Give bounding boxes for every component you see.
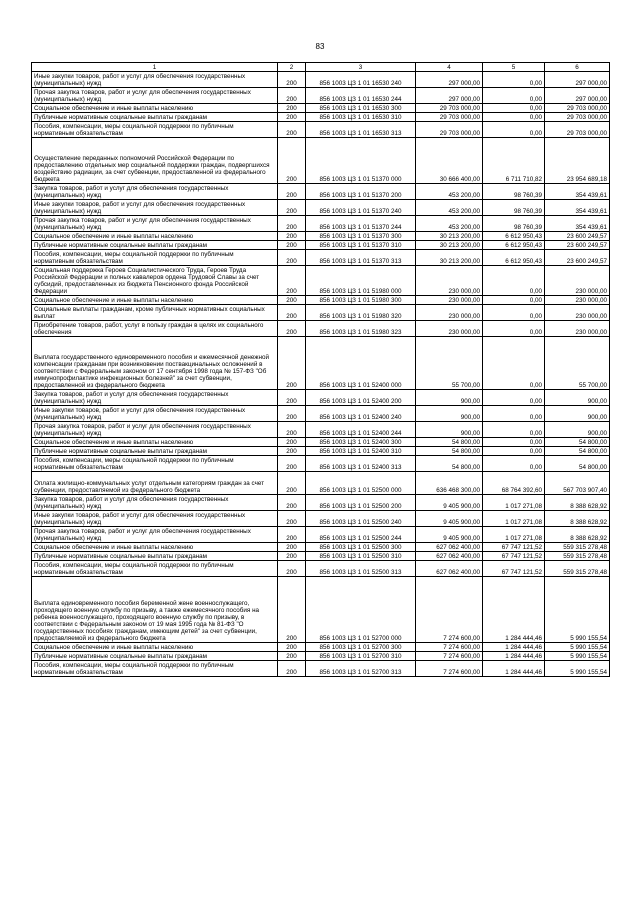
row-plan: 230 000,00 xyxy=(416,305,483,321)
row-executed: 6 612 950,43 xyxy=(483,241,545,250)
row-code: 856 1003 ЦЗ 1 01 51370 313 xyxy=(306,250,416,266)
row-executed: 0,00 xyxy=(483,390,545,406)
row-executed: 0,00 xyxy=(483,305,545,321)
row-code: 856 1003 ЦЗ 1 01 51370 244 xyxy=(306,216,416,232)
row-col2: 200 xyxy=(278,390,306,406)
row-code: 856 1003 ЦЗ 1 01 52400 310 xyxy=(306,447,416,456)
row-code: 856 1003 ЦЗ 1 01 52700 313 xyxy=(306,661,416,677)
row-plan: 636 468 300,00 xyxy=(416,472,483,495)
row-remaining: 5 990 155,54 xyxy=(545,577,610,643)
row-plan: 7 274 600,00 xyxy=(416,652,483,661)
row-remaining: 8 388 628,92 xyxy=(545,511,610,527)
row-code: 856 1003 ЦЗ 1 01 52500 313 xyxy=(306,561,416,577)
row-code: 856 1003 ЦЗ 1 01 52400 300 xyxy=(306,438,416,447)
row-name: Социальное обеспечение и иные выплаты населению xyxy=(32,232,278,241)
row-col2: 200 xyxy=(278,527,306,543)
header-col-3: 3 xyxy=(306,63,416,72)
row-code: 856 1003 ЦЗ 1 01 51980 300 xyxy=(306,296,416,305)
row-executed: 67 747 121,52 xyxy=(483,552,545,561)
table-row xyxy=(32,552,610,561)
table-row xyxy=(32,122,610,138)
row-executed: 1 284 444,46 xyxy=(483,652,545,661)
row-name: Социальные выплаты гражданам, кроме публичных нормативных социальных выплат xyxy=(32,305,278,321)
row-remaining: 55 700,00 xyxy=(545,337,610,390)
row-remaining: 230 000,00 xyxy=(545,296,610,305)
row-remaining: 5 990 155,54 xyxy=(545,652,610,661)
row-code: 856 1003 ЦЗ 1 01 52700 000 xyxy=(306,577,416,643)
table-row xyxy=(32,296,610,305)
row-remaining: 54 800,00 xyxy=(545,456,610,472)
row-name: Выплата государственного единовременного пособия и ежемесячной денежной компенсации гражданам при возникновении поствакцинальных осложнений в соответствии с Федеральным законом от 17 сентября 1998 года № 157-ФЗ "Об иммунопрофилактике инфекционных болезней" за счет субвенции, предоставленной из федерального бюджета xyxy=(32,337,278,390)
row-plan: 30 666 400,00 xyxy=(416,138,483,184)
row-remaining: 354 439,61 xyxy=(545,216,610,232)
row-name: Иные закупки товаров, работ и услуг для обеспечения государственных (муниципальных) нужд xyxy=(32,511,278,527)
row-executed: 0,00 xyxy=(483,422,545,438)
row-name: Осуществление переданных полномочий Российской Федерации по предоставлению отдельных мер социальной поддержки граждан, подвергшихся воздействию радиации, за счет субвенции, предоставленной из федерального бюджета xyxy=(32,138,278,184)
row-name: Пособия, компенсации, меры социальной поддержки по публичным нормативным обязательствам xyxy=(32,661,278,677)
row-code: 856 1003 ЦЗ 1 01 52500 000 xyxy=(306,472,416,495)
row-plan: 30 213 200,00 xyxy=(416,250,483,266)
row-remaining: 900,00 xyxy=(545,406,610,422)
row-name: Закупка товаров, работ и услуг для обеспечения государственных (муниципальных) нужд xyxy=(32,184,278,200)
row-executed: 67 747 121,52 xyxy=(483,543,545,552)
row-col2: 200 xyxy=(278,216,306,232)
row-plan: 627 062 400,00 xyxy=(416,552,483,561)
row-code: 856 1003 ЦЗ 1 01 52400 200 xyxy=(306,390,416,406)
row-plan: 30 213 200,00 xyxy=(416,232,483,241)
row-name: Закупка товаров, работ и услуг для обеспечения государственных (муниципальных) нужд xyxy=(32,495,278,511)
row-plan: 453 200,00 xyxy=(416,216,483,232)
row-code: 856 1003 ЦЗ 1 01 51370 240 xyxy=(306,200,416,216)
row-plan: 9 405 900,00 xyxy=(416,527,483,543)
table-row xyxy=(32,495,610,511)
row-name: Публичные нормативные социальные выплаты гражданам xyxy=(32,652,278,661)
row-col2: 200 xyxy=(278,337,306,390)
row-executed: 1 284 444,46 xyxy=(483,661,545,677)
table-row xyxy=(32,652,610,661)
row-plan: 7 274 600,00 xyxy=(416,643,483,652)
row-col2: 200 xyxy=(278,456,306,472)
row-executed: 6 612 950,43 xyxy=(483,250,545,266)
row-code: 856 1003 ЦЗ 1 01 52500 244 xyxy=(306,527,416,543)
row-code: 856 1003 ЦЗ 1 01 51370 000 xyxy=(306,138,416,184)
row-name: Иные закупки товаров, работ и услуг для обеспечения государственных (муниципальных) нужд xyxy=(32,406,278,422)
row-col2: 200 xyxy=(278,577,306,643)
row-name: Выплата единовременного пособия беременной жене военнослужащего, проходящего военную службу по призыву, а также ежемесячного пособия на ребенка военнослужащего, проходящего военную службу по призыву, в соответствии с Федеральным законом от 19 мая 1995 года № 81-ФЗ "О государственных пособиях гражданам, имеющим детей" за счет субвенции, предоставляемой из федерального бюджета xyxy=(32,577,278,643)
row-executed: 6 711 710,82 xyxy=(483,138,545,184)
row-plan: 627 062 400,00 xyxy=(416,561,483,577)
row-plan: 627 062 400,00 xyxy=(416,543,483,552)
table-row xyxy=(32,456,610,472)
row-col2: 200 xyxy=(278,184,306,200)
row-executed: 0,00 xyxy=(483,88,545,104)
row-name: Прочая закупка товаров, работ и услуг для обеспечения государственных (муниципальных) нужд xyxy=(32,527,278,543)
row-remaining: 23 600 249,57 xyxy=(545,232,610,241)
row-remaining: 354 439,61 xyxy=(545,184,610,200)
row-col2: 200 xyxy=(278,643,306,652)
row-remaining: 230 000,00 xyxy=(545,266,610,296)
row-col2: 200 xyxy=(278,138,306,184)
table-row xyxy=(32,511,610,527)
row-code: 856 1003 ЦЗ 1 01 51370 310 xyxy=(306,241,416,250)
row-code: 856 1003 ЦЗ 1 01 16530 300 xyxy=(306,104,416,113)
row-name: Социальное обеспечение и иные выплаты населению xyxy=(32,104,278,113)
header-col-6: 6 xyxy=(545,63,610,72)
header-col-2: 2 xyxy=(278,63,306,72)
row-col2: 200 xyxy=(278,438,306,447)
row-plan: 54 800,00 xyxy=(416,447,483,456)
row-plan: 453 200,00 xyxy=(416,184,483,200)
row-executed: 1 017 271,08 xyxy=(483,511,545,527)
row-remaining: 5 990 155,54 xyxy=(545,643,610,652)
table-row xyxy=(32,321,610,337)
table-row xyxy=(32,104,610,113)
row-plan: 230 000,00 xyxy=(416,321,483,337)
row-remaining: 5 990 155,54 xyxy=(545,661,610,677)
row-col2: 200 xyxy=(278,472,306,495)
row-remaining: 230 000,00 xyxy=(545,321,610,337)
table-row xyxy=(32,661,610,677)
row-executed: 0,00 xyxy=(483,337,545,390)
row-name: Прочая закупка товаров, работ и услуг для обеспечения государственных (муниципальных) нужд xyxy=(32,88,278,104)
table-row xyxy=(32,305,610,321)
row-code: 856 1003 ЦЗ 1 01 51370 200 xyxy=(306,184,416,200)
table-row xyxy=(32,88,610,104)
row-name: Пособия, компенсации, меры социальной поддержки по публичным нормативным обязательствам xyxy=(32,456,278,472)
row-name: Социальная поддержка Героев Социалистического Труда, Героев Труда Российской Федерации и полных кавалеров ордена Трудовой Славы за счет субсидий, предоставленных из бюджета Пенсионного фонда Российской Федерации xyxy=(32,266,278,296)
row-code: 856 1003 ЦЗ 1 01 16530 240 xyxy=(306,72,416,88)
row-col2: 200 xyxy=(278,113,306,122)
table-row xyxy=(32,184,610,200)
row-plan: 30 213 200,00 xyxy=(416,241,483,250)
row-plan: 29 703 000,00 xyxy=(416,122,483,138)
row-executed: 1 284 444,46 xyxy=(483,643,545,652)
row-remaining: 29 703 000,00 xyxy=(545,104,610,113)
row-remaining: 297 000,00 xyxy=(545,88,610,104)
row-col2: 200 xyxy=(278,104,306,113)
row-code: 856 1003 ЦЗ 1 01 51370 300 xyxy=(306,232,416,241)
row-plan: 54 800,00 xyxy=(416,456,483,472)
row-remaining: 8 388 628,92 xyxy=(545,495,610,511)
row-executed: 98 760,39 xyxy=(483,184,545,200)
row-name: Прочая закупка товаров, работ и услуг для обеспечения государственных (муниципальных) нужд xyxy=(32,216,278,232)
row-col2: 200 xyxy=(278,661,306,677)
row-name: Публичные нормативные социальные выплаты гражданам xyxy=(32,241,278,250)
page-number: 83 xyxy=(315,42,325,51)
row-executed: 0,00 xyxy=(483,266,545,296)
table-row xyxy=(32,250,610,266)
row-plan: 230 000,00 xyxy=(416,266,483,296)
row-remaining: 54 800,00 xyxy=(545,447,610,456)
row-code: 856 1003 ЦЗ 1 01 52500 240 xyxy=(306,511,416,527)
row-remaining: 559 315 278,48 xyxy=(545,543,610,552)
row-col2: 200 xyxy=(278,305,306,321)
row-executed: 67 747 121,52 xyxy=(483,561,545,577)
row-code: 856 1003 ЦЗ 1 01 52500 200 xyxy=(306,495,416,511)
row-executed: 68 764 392,60 xyxy=(483,472,545,495)
row-col2: 200 xyxy=(278,241,306,250)
row-col2: 200 xyxy=(278,511,306,527)
row-col2: 200 xyxy=(278,72,306,88)
row-plan: 297 000,00 xyxy=(416,88,483,104)
row-col2: 200 xyxy=(278,652,306,661)
row-plan: 900,00 xyxy=(416,406,483,422)
row-executed: 0,00 xyxy=(483,406,545,422)
budget-table xyxy=(31,62,610,677)
row-name: Оплата жилищно-коммунальных услуг отдельным категориям граждан за счет субвенции, предоставляемой из федерального бюджета xyxy=(32,472,278,495)
row-name: Социальное обеспечение и иные выплаты населению xyxy=(32,543,278,552)
row-plan: 900,00 xyxy=(416,422,483,438)
table-row xyxy=(32,472,610,495)
table-row xyxy=(32,422,610,438)
row-name: Пособия, компенсации, меры социальной поддержки по публичным нормативным обязательствам xyxy=(32,250,278,266)
row-col2: 200 xyxy=(278,422,306,438)
row-plan: 7 274 600,00 xyxy=(416,577,483,643)
row-name: Социальное обеспечение и иные выплаты населению xyxy=(32,643,278,652)
row-plan: 55 700,00 xyxy=(416,337,483,390)
row-code: 856 1003 ЦЗ 1 01 51980 320 xyxy=(306,305,416,321)
table-header xyxy=(32,63,610,72)
row-code: 856 1003 ЦЗ 1 01 52500 310 xyxy=(306,552,416,561)
row-name: Иные закупки товаров, работ и услуг для обеспечения государственных (муниципальных) нужд xyxy=(32,200,278,216)
table-row xyxy=(32,216,610,232)
row-name: Иные закупки товаров, работ и услуг для обеспечения государственных (муниципальных) нужд xyxy=(32,72,278,88)
table-row xyxy=(32,527,610,543)
row-plan: 900,00 xyxy=(416,390,483,406)
header-col-4: 4 xyxy=(416,63,483,72)
table-row xyxy=(32,200,610,216)
table-row xyxy=(32,337,610,390)
row-col2: 200 xyxy=(278,296,306,305)
row-remaining: 29 703 000,00 xyxy=(545,122,610,138)
table-row xyxy=(32,266,610,296)
row-col2: 200 xyxy=(278,561,306,577)
row-code: 856 1003 ЦЗ 1 01 52500 300 xyxy=(306,543,416,552)
row-code: 856 1003 ЦЗ 1 01 16530 310 xyxy=(306,113,416,122)
row-code: 856 1003 ЦЗ 1 01 16530 244 xyxy=(306,88,416,104)
row-col2: 200 xyxy=(278,543,306,552)
row-name: Публичные нормативные социальные выплаты гражданам xyxy=(32,113,278,122)
table-row xyxy=(32,232,610,241)
row-col2: 200 xyxy=(278,266,306,296)
row-executed: 1 017 271,08 xyxy=(483,495,545,511)
row-remaining: 8 388 628,92 xyxy=(545,527,610,543)
row-remaining: 230 000,00 xyxy=(545,305,610,321)
row-col2: 200 xyxy=(278,552,306,561)
row-code: 856 1003 ЦЗ 1 01 52700 310 xyxy=(306,652,416,661)
row-remaining: 29 703 000,00 xyxy=(545,113,610,122)
row-name: Публичные нормативные социальные выплаты гражданам xyxy=(32,552,278,561)
row-col2: 200 xyxy=(278,406,306,422)
row-remaining: 567 703 907,40 xyxy=(545,472,610,495)
row-name: Пособия, компенсации, меры социальной поддержки по публичным нормативным обязательствам xyxy=(32,122,278,138)
row-executed: 0,00 xyxy=(483,447,545,456)
row-plan: 230 000,00 xyxy=(416,296,483,305)
row-name: Социальное обеспечение и иные выплаты населению xyxy=(32,438,278,447)
row-col2: 200 xyxy=(278,88,306,104)
row-col2: 200 xyxy=(278,232,306,241)
row-code: 856 1003 ЦЗ 1 01 52400 000 xyxy=(306,337,416,390)
row-remaining: 54 800,00 xyxy=(545,438,610,447)
table-body xyxy=(32,72,610,677)
table-row xyxy=(32,406,610,422)
row-remaining: 900,00 xyxy=(545,422,610,438)
row-executed: 0,00 xyxy=(483,104,545,113)
table-row xyxy=(32,643,610,652)
row-plan: 297 000,00 xyxy=(416,72,483,88)
row-name: Закупка товаров, работ и услуг для обеспечения государственных (муниципальных) нужд xyxy=(32,390,278,406)
row-code: 856 1003 ЦЗ 1 01 52700 300 xyxy=(306,643,416,652)
table-row xyxy=(32,438,610,447)
row-col2: 200 xyxy=(278,321,306,337)
row-plan: 9 405 900,00 xyxy=(416,495,483,511)
row-col2: 200 xyxy=(278,250,306,266)
row-code: 856 1003 ЦЗ 1 01 52400 240 xyxy=(306,406,416,422)
row-remaining: 23 600 249,57 xyxy=(545,241,610,250)
row-executed: 1 284 444,46 xyxy=(483,577,545,643)
row-remaining: 900,00 xyxy=(545,390,610,406)
row-name: Приобретение товаров, работ, услуг в пользу граждан в целях их социального обеспечения xyxy=(32,321,278,337)
table-row xyxy=(32,138,610,184)
table-row xyxy=(32,561,610,577)
row-col2: 200 xyxy=(278,447,306,456)
row-executed: 0,00 xyxy=(483,113,545,122)
row-executed: 1 017 271,08 xyxy=(483,527,545,543)
row-remaining: 559 315 278,48 xyxy=(545,552,610,561)
table-row xyxy=(32,72,610,88)
row-remaining: 297 000,00 xyxy=(545,72,610,88)
table-row xyxy=(32,113,610,122)
row-executed: 98 760,39 xyxy=(483,200,545,216)
header-col-5: 5 xyxy=(483,63,545,72)
row-executed: 0,00 xyxy=(483,122,545,138)
row-code: 856 1003 ЦЗ 1 01 52400 313 xyxy=(306,456,416,472)
table-row xyxy=(32,241,610,250)
row-plan: 54 800,00 xyxy=(416,438,483,447)
row-executed: 0,00 xyxy=(483,438,545,447)
row-executed: 0,00 xyxy=(483,72,545,88)
row-executed: 0,00 xyxy=(483,296,545,305)
table-row xyxy=(32,577,610,643)
row-name: Пособия, компенсации, меры социальной поддержки по публичным нормативным обязательствам xyxy=(32,561,278,577)
row-code: 856 1003 ЦЗ 1 01 51980 323 xyxy=(306,321,416,337)
row-remaining: 23 600 249,57 xyxy=(545,250,610,266)
row-remaining: 559 315 278,48 xyxy=(545,561,610,577)
row-col2: 200 xyxy=(278,122,306,138)
table-row xyxy=(32,390,610,406)
row-remaining: 354 439,61 xyxy=(545,200,610,216)
row-code: 856 1003 ЦЗ 1 01 52400 244 xyxy=(306,422,416,438)
row-code: 856 1003 ЦЗ 1 01 51980 000 xyxy=(306,266,416,296)
row-name: Публичные нормативные социальные выплаты гражданам xyxy=(32,447,278,456)
row-name: Прочая закупка товаров, работ и услуг для обеспечения государственных (муниципальных) нужд xyxy=(32,422,278,438)
row-executed: 0,00 xyxy=(483,321,545,337)
row-remaining: 23 954 689,18 xyxy=(545,138,610,184)
header-row xyxy=(32,63,610,72)
row-plan: 453 200,00 xyxy=(416,200,483,216)
row-plan: 29 703 000,00 xyxy=(416,104,483,113)
row-executed: 98 760,39 xyxy=(483,216,545,232)
table-row xyxy=(32,543,610,552)
row-name: Социальное обеспечение и иные выплаты населению xyxy=(32,296,278,305)
table-row xyxy=(32,447,610,456)
row-executed: 0,00 xyxy=(483,456,545,472)
row-col2: 200 xyxy=(278,495,306,511)
row-executed: 6 612 950,43 xyxy=(483,232,545,241)
row-plan: 9 405 900,00 xyxy=(416,511,483,527)
row-plan: 7 274 600,00 xyxy=(416,661,483,677)
row-code: 856 1003 ЦЗ 1 01 16530 313 xyxy=(306,122,416,138)
header-col-1: 1 xyxy=(32,63,278,72)
row-col2: 200 xyxy=(278,200,306,216)
row-plan: 29 703 000,00 xyxy=(416,113,483,122)
